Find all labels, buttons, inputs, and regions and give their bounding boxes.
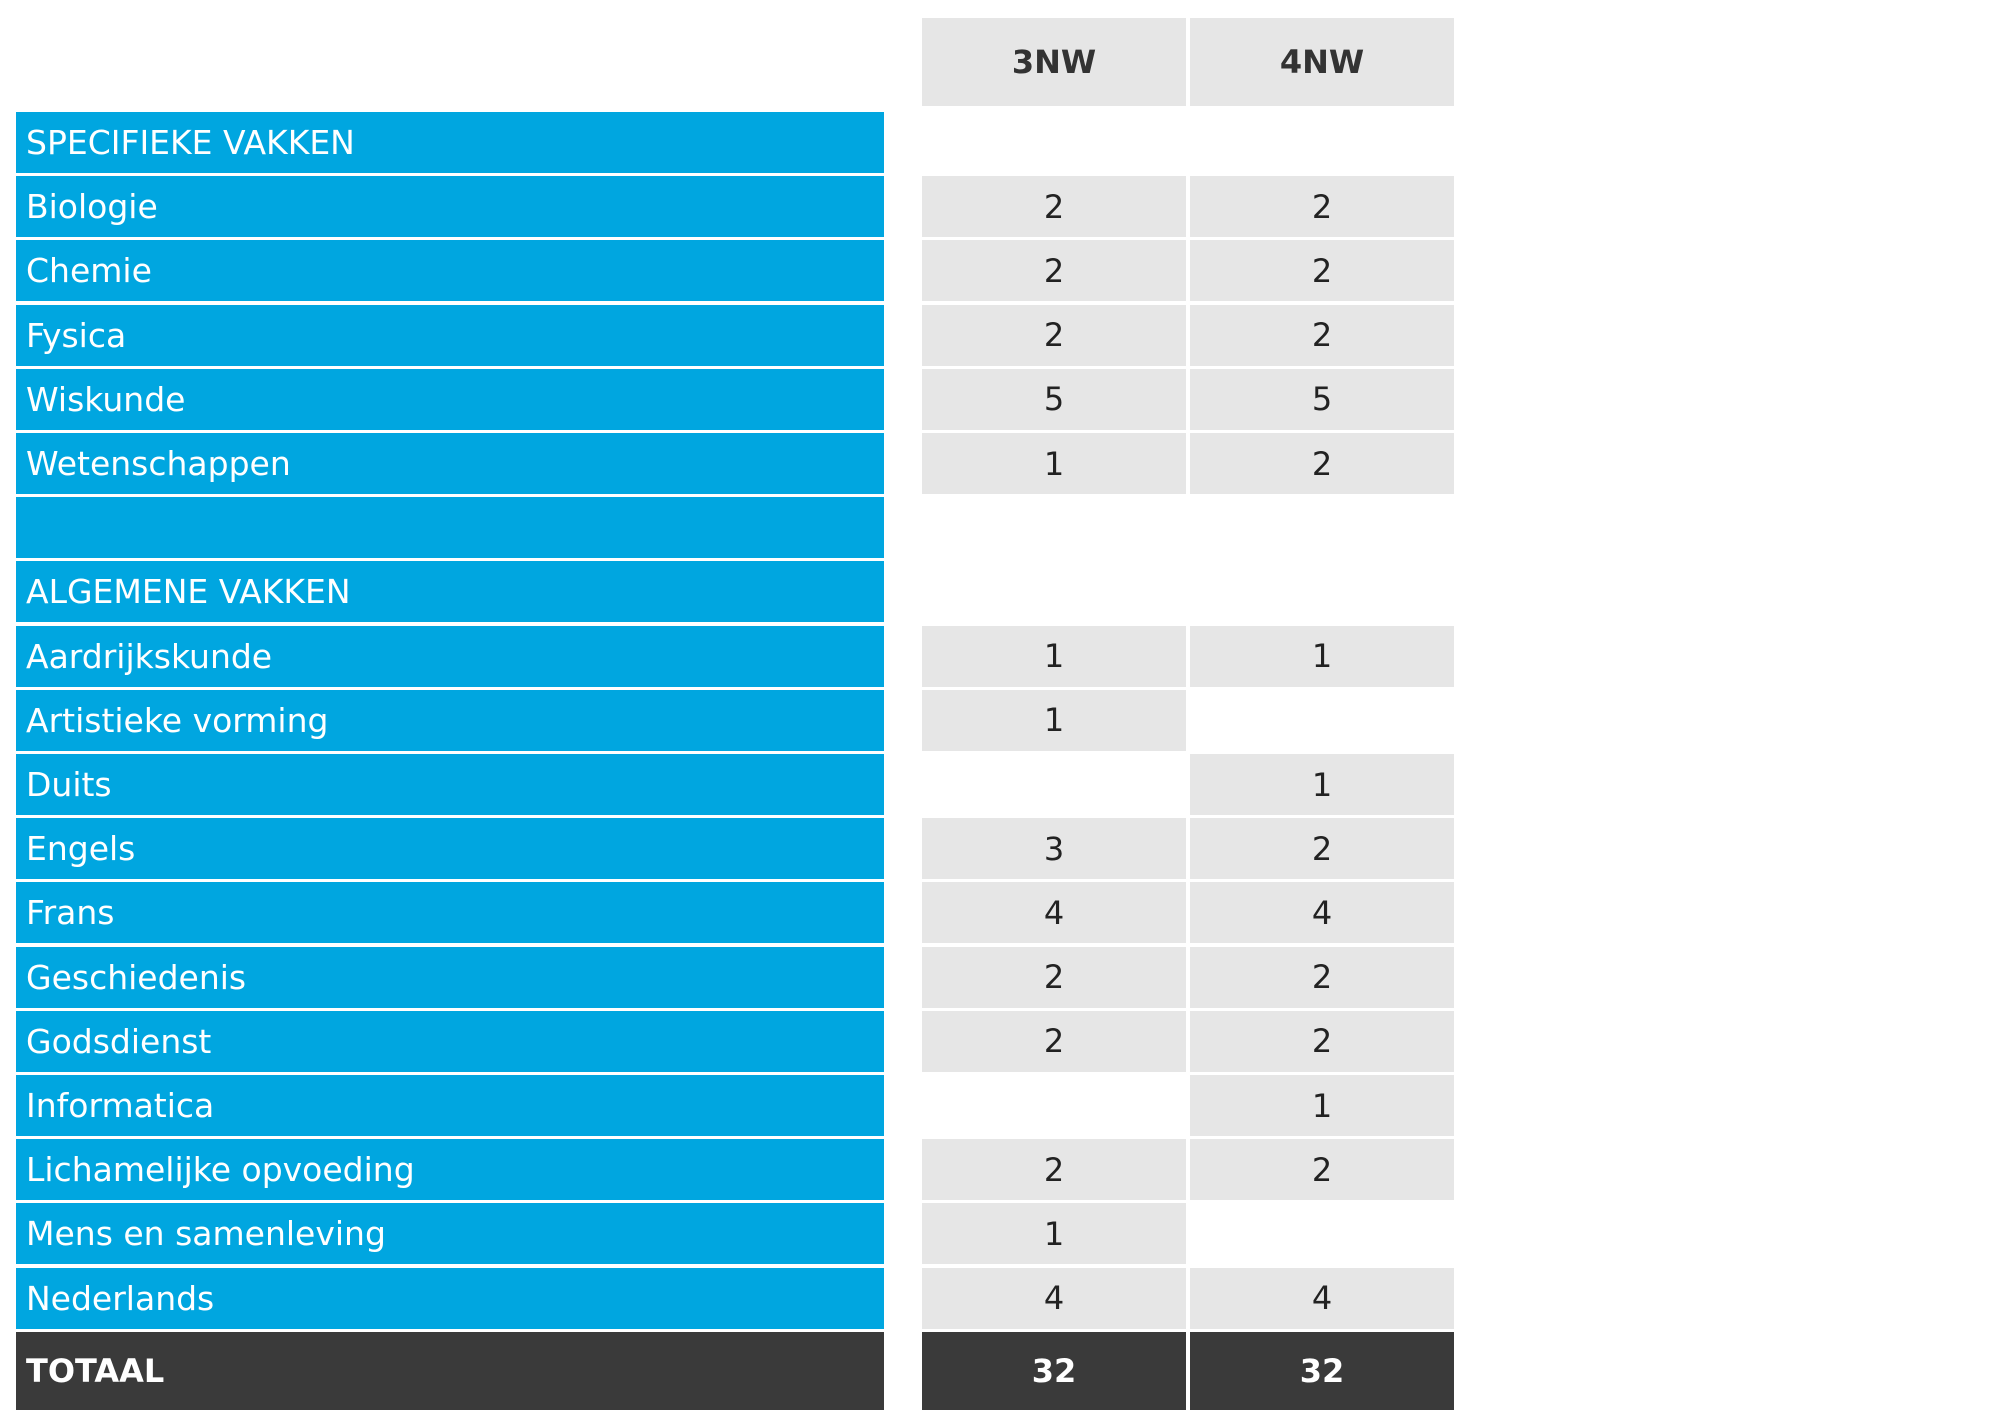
table-row <box>0 754 1460 818</box>
cell-3nw: 1 <box>922 690 1186 751</box>
cell-3nw <box>922 112 1186 173</box>
cell-3nw: 4 <box>922 882 1186 943</box>
cell-4nw: 1 <box>1190 1075 1454 1136</box>
cell-3nw: 2 <box>922 947 1186 1008</box>
cell-3nw <box>922 754 1186 815</box>
table-row <box>0 947 1460 1011</box>
cell-4nw: 1 <box>1190 626 1454 687</box>
row-label: ALGEMENE VAKKEN <box>16 561 884 622</box>
total-label: TOTAAL <box>16 1332 884 1410</box>
total-3nw: 32 <box>922 1332 1186 1410</box>
table-row <box>0 690 1460 754</box>
cell-3nw: 2 <box>922 305 1186 366</box>
total-row <box>0 1332 1460 1396</box>
cell-4nw: 2 <box>1190 818 1454 879</box>
cell-3nw: 3 <box>922 818 1186 879</box>
cell-3nw: 1 <box>922 1203 1186 1264</box>
cell-3nw: 2 <box>922 1011 1186 1072</box>
cell-3nw: 1 <box>922 433 1186 494</box>
cell-3nw: 5 <box>922 369 1186 430</box>
table-row <box>0 1203 1460 1267</box>
row-label <box>16 497 884 558</box>
table-row <box>0 433 1460 497</box>
row-label: Engels <box>16 818 884 879</box>
table-row <box>0 305 1460 369</box>
cell-4nw: 5 <box>1190 369 1454 430</box>
row-label: Wetenschappen <box>16 433 884 494</box>
cell-3nw <box>922 497 1186 558</box>
table-row <box>0 112 1460 176</box>
cell-4nw <box>1190 690 1454 751</box>
cell-4nw <box>1190 112 1454 173</box>
row-label: Biologie <box>16 176 884 237</box>
cell-4nw <box>1190 497 1454 558</box>
row-label: SPECIFIEKE VAKKEN <box>16 112 884 173</box>
cell-4nw: 2 <box>1190 947 1454 1008</box>
table-row <box>0 1011 1460 1075</box>
cell-4nw <box>1190 1203 1454 1264</box>
cell-4nw: 2 <box>1190 176 1454 237</box>
cell-4nw: 2 <box>1190 1139 1454 1200</box>
cell-3nw: 1 <box>922 626 1186 687</box>
row-label: Frans <box>16 882 884 943</box>
cell-4nw <box>1190 561 1454 622</box>
table-row <box>0 1075 1460 1139</box>
table-row <box>0 369 1460 433</box>
cell-3nw: 4 <box>922 1268 1186 1329</box>
table-row <box>0 882 1460 946</box>
row-label: Artistieke vorming <box>16 690 884 751</box>
row-label: Geschiedenis <box>16 947 884 1008</box>
row-label: Aardrijkskunde <box>16 626 884 687</box>
cell-4nw: 4 <box>1190 882 1454 943</box>
table-row <box>0 497 1460 561</box>
row-label: Mens en samenleving <box>16 1203 884 1264</box>
cell-3nw: 2 <box>922 240 1186 301</box>
cell-4nw: 2 <box>1190 433 1454 494</box>
row-label: Godsdienst <box>16 1011 884 1072</box>
table-row <box>0 1139 1460 1203</box>
row-label: Duits <box>16 754 884 815</box>
cell-4nw: 2 <box>1190 1011 1454 1072</box>
table-row <box>0 626 1460 690</box>
cell-4nw: 4 <box>1190 1268 1454 1329</box>
table-row <box>0 176 1460 240</box>
row-label: Nederlands <box>16 1268 884 1329</box>
table-row <box>0 240 1460 304</box>
cell-3nw <box>922 561 1186 622</box>
cell-4nw: 2 <box>1190 305 1454 366</box>
cell-4nw: 2 <box>1190 240 1454 301</box>
row-label: Wiskunde <box>16 369 884 430</box>
table-row <box>0 561 1460 625</box>
row-label: Informatica <box>16 1075 884 1136</box>
cell-3nw <box>922 1075 1186 1136</box>
row-label: Fysica <box>16 305 884 366</box>
table-row <box>0 1268 1460 1332</box>
table-row <box>0 818 1460 882</box>
column-header-3nw: 3NW <box>922 18 1186 106</box>
row-label: Chemie <box>16 240 884 301</box>
column-header-4nw: 4NW <box>1190 18 1454 106</box>
total-4nw: 32 <box>1190 1332 1454 1410</box>
cell-3nw: 2 <box>922 1139 1186 1200</box>
row-label: Lichamelijke opvoeding <box>16 1139 884 1200</box>
cell-3nw: 2 <box>922 176 1186 237</box>
cell-4nw: 1 <box>1190 754 1454 815</box>
